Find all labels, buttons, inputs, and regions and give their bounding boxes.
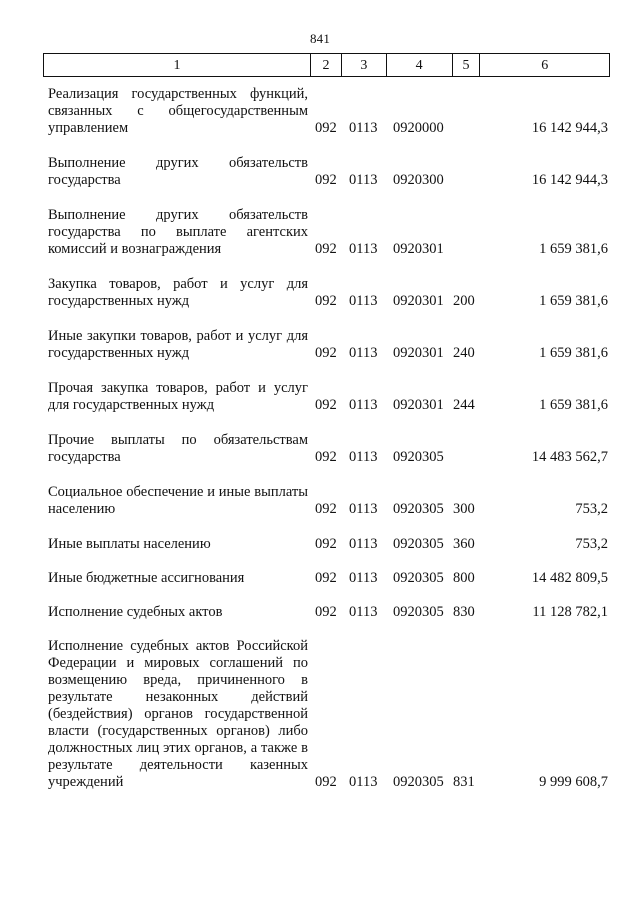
admin-code: 092 <box>315 774 337 790</box>
section-code: 0113 <box>349 241 378 257</box>
admin-code: 092 <box>315 120 337 136</box>
amount: 11 128 782,1 <box>532 604 608 620</box>
table-row <box>48 207 608 258</box>
header-col-4: 4 <box>387 54 453 76</box>
amount: 16 142 944,3 <box>531 120 608 136</box>
section-code: 0113 <box>349 774 378 790</box>
header-col-6: 6 <box>541 57 549 73</box>
expense-kind-code: 360 <box>453 536 475 552</box>
section-code: 0113 <box>349 397 378 413</box>
target-code: 0920305 <box>393 501 444 517</box>
target-code: 0920301 <box>393 241 444 257</box>
target-code: 0920301 <box>393 345 444 361</box>
amount: 1 659 381,6 <box>539 345 608 361</box>
section-code: 0113 <box>349 293 378 309</box>
amount: 14 483 562,7 <box>531 449 608 465</box>
expense-kind-code: 300 <box>453 501 475 517</box>
target-code: 0920305 <box>393 449 444 465</box>
admin-code: 092 <box>315 604 337 620</box>
row-description: Выполнение других обязательств государства по выплате агентских комиссий и вознаграждения <box>48 207 308 257</box>
expense-kind-code: 200 <box>453 293 475 309</box>
target-code: 0920301 <box>393 293 444 309</box>
section-code: 0113 <box>349 604 378 620</box>
header-col-5: 5 <box>453 54 481 76</box>
admin-code: 092 <box>315 241 337 257</box>
amount: 9 999 608,7 <box>539 774 608 790</box>
table-row <box>48 484 608 518</box>
target-code: 0920000 <box>393 120 444 136</box>
expense-kind-code: 240 <box>453 345 475 361</box>
table-row <box>48 638 608 791</box>
row-description: Закупка товаров, работ и услуг для государственных нужд <box>48 276 308 309</box>
table-row <box>48 570 608 587</box>
expense-kind-code: 831 <box>453 774 475 790</box>
target-code: 0920301 <box>393 397 444 413</box>
row-description: Иные закупки товаров, работ и услуг для государственных нужд <box>48 328 308 361</box>
header-col-3: 3 <box>342 54 387 76</box>
table-row <box>48 604 608 621</box>
amount: 14 482 809,5 <box>531 570 608 586</box>
target-code: 0920305 <box>393 604 444 620</box>
amount: 753,2 <box>575 536 608 552</box>
expense-kind-code: 244 <box>453 397 475 413</box>
header-col-1: 1 <box>44 54 311 76</box>
row-description: Прочие выплаты по обязательствам государства <box>48 432 308 465</box>
table-row <box>48 276 608 310</box>
target-code: 0920305 <box>393 570 444 586</box>
admin-code: 092 <box>315 536 337 552</box>
admin-code: 092 <box>315 397 337 413</box>
table-row <box>48 155 608 189</box>
admin-code: 092 <box>315 501 337 517</box>
section-code: 0113 <box>349 449 378 465</box>
table-row <box>48 328 608 362</box>
target-code: 0920305 <box>393 536 444 552</box>
row-description: Реализация государственных функций, связанных с общегосударственным управлением <box>48 86 308 136</box>
section-code: 0113 <box>349 570 378 586</box>
target-code: 0920300 <box>393 172 444 188</box>
section-code: 0113 <box>349 172 378 188</box>
row-description: Исполнение судебных актов Российской Федерации и мировых соглашений по возмещению вреда, причиненного в результате незаконных действий (бездействия) органов государственной власти (государственных органов) либо должностных лиц этих органов, а также в результате деятельности казенных учреждений <box>48 638 308 790</box>
row-description: Иные выплаты населению <box>48 536 211 552</box>
amount: 753,2 <box>575 501 608 517</box>
amount: 1 659 381,6 <box>539 397 608 413</box>
table-header <box>43 53 610 77</box>
row-description: Социальное обеспечение и иные выплаты населению <box>48 484 308 517</box>
page-number: 841 <box>309 31 331 46</box>
admin-code: 092 <box>315 449 337 465</box>
row-description: Иные бюджетные ассигнования <box>48 570 245 586</box>
amount: 1 659 381,6 <box>539 293 608 309</box>
table-row <box>48 380 608 414</box>
expense-kind-code: 800 <box>453 570 475 586</box>
row-description: Выполнение других обязательств государства <box>48 155 308 188</box>
table-row <box>48 536 608 553</box>
section-code: 0113 <box>349 501 378 517</box>
section-code: 0113 <box>349 120 378 136</box>
admin-code: 092 <box>315 570 337 586</box>
admin-code: 092 <box>315 345 337 361</box>
target-code: 0920305 <box>393 774 444 790</box>
table-row <box>48 432 608 466</box>
section-code: 0113 <box>349 345 378 361</box>
amount: 1 659 381,6 <box>539 241 608 257</box>
admin-code: 092 <box>315 293 337 309</box>
table-row <box>48 86 608 137</box>
row-description: Исполнение судебных актов <box>48 604 223 620</box>
amount: 16 142 944,3 <box>531 172 608 188</box>
header-col-2: 2 <box>311 54 342 76</box>
row-description: Прочая закупка товаров, работ и услуг для государственных нужд <box>48 380 308 413</box>
expense-kind-code: 830 <box>453 604 475 620</box>
section-code: 0113 <box>349 536 378 552</box>
admin-code: 092 <box>315 172 337 188</box>
